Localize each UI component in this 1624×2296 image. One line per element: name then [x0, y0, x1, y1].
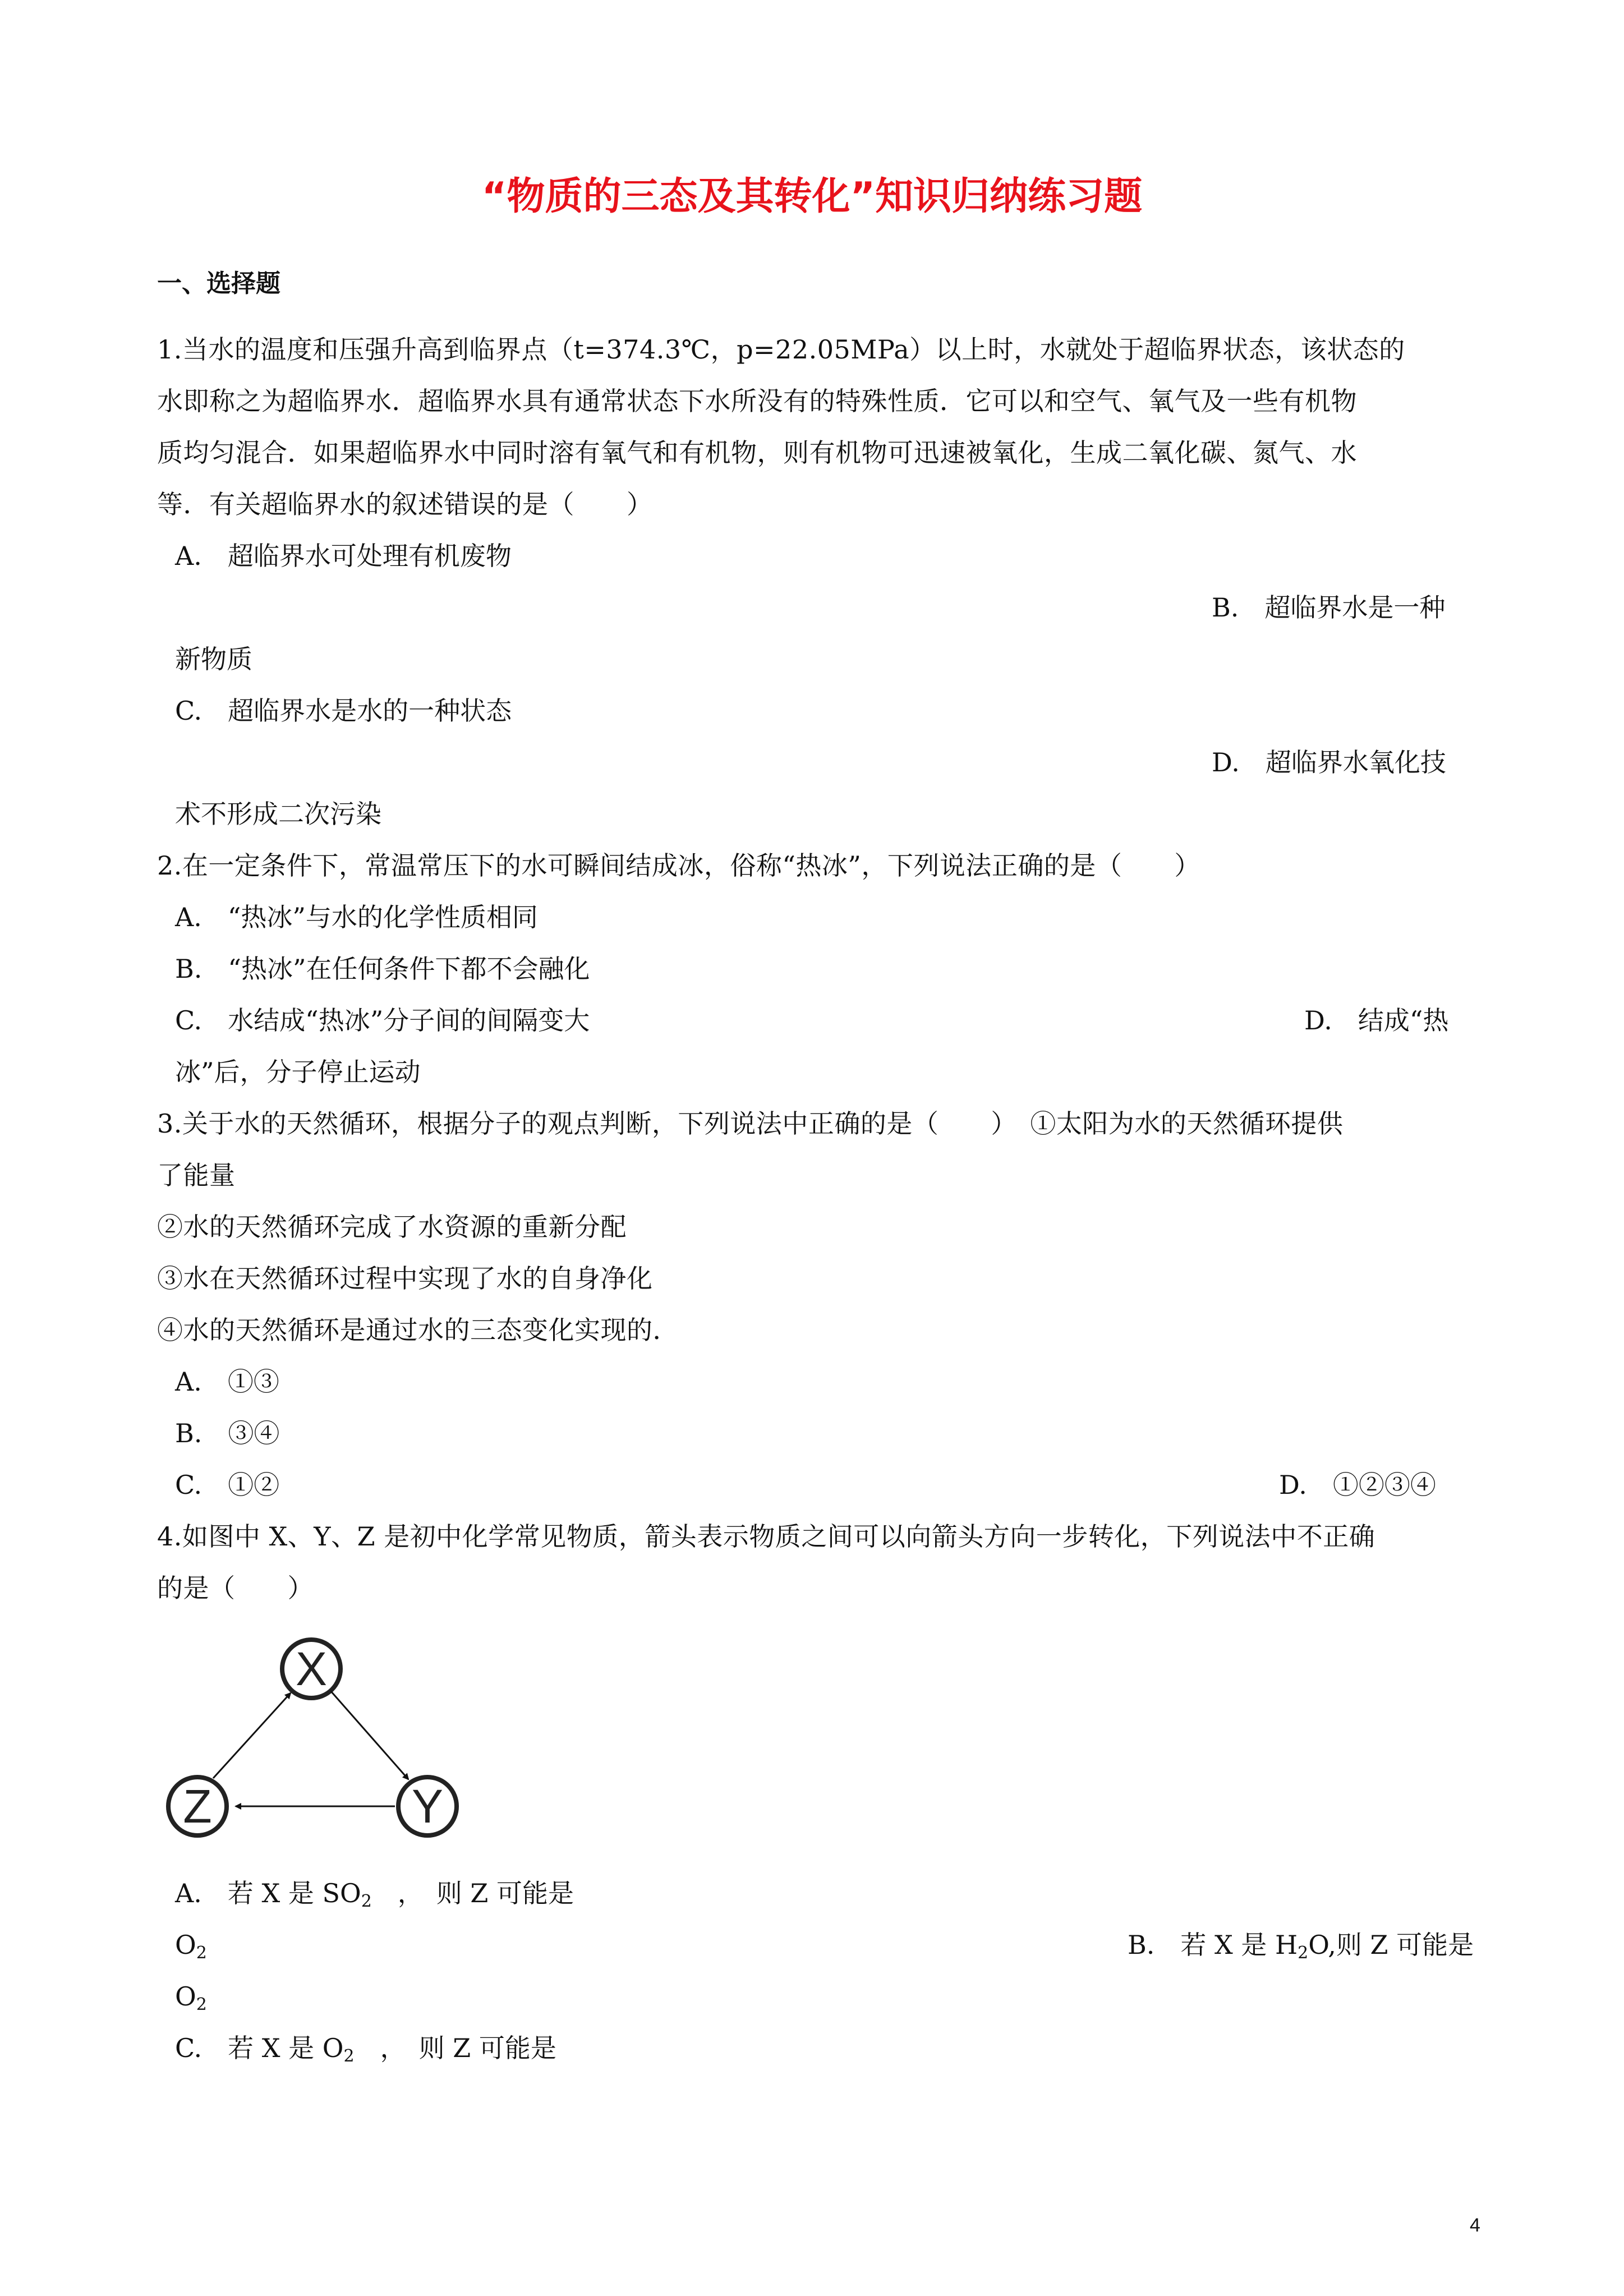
q2-line: 2.在一定条件下，常温常压下的水可瞬间结成冰，俗称“热冰”，下列说法正确的是（ ） [157, 850, 1200, 881]
q1-line-2: 水即称之为超临界水．超临界水具有通常状态下水所没有的特殊性质．它可以和空气、氧气及一些有机物 [157, 386, 1357, 416]
q4-line-1: 4.如图中 X、Y、Z 是初中化学常见物质，箭头表示物质之间可以向箭头方向一步转化，下列说法中不正确 [157, 1521, 1375, 1552]
q1-option-b: B. 超临界水是一种 [1212, 592, 1446, 623]
node-z-label: Z [183, 1780, 212, 1833]
q1-line-4: 等．有关超临界水的叙述错误的是（ ） [157, 489, 653, 519]
q3-option-d: D. ①②③④ [1279, 1470, 1436, 1500]
arrow-x-to-y [331, 1691, 408, 1779]
q1-option-a: A. 超临界水可处理有机废物 [175, 541, 512, 571]
q3-option-a: A. ①③ [175, 1366, 279, 1397]
q3-statement-3: ③水在天然循环过程中实现了水的自身净化 [157, 1263, 653, 1294]
node-y-label: Y [411, 1780, 444, 1833]
q1-option-d: D. 超临界水氧化技 [1212, 747, 1446, 777]
q1-option-b-cont: 新物质 [175, 644, 252, 674]
q2-option-b: B. “热冰”在任何条件下都不会融化 [175, 954, 590, 984]
section-heading: 一、选择题 [157, 269, 280, 298]
q1-line-3: 质均匀混合．如果超临界水中同时溶有氧气和有机物，则有机物可迅速被氧化，生成二氧化碳、氮气、水 [157, 438, 1357, 468]
q3-line-1: 3.关于水的天然循环，根据分子的观点判断，下列说法中正确的是（ ） ①太阳为水的天然循环提供 [157, 1108, 1344, 1139]
q2-option-d: D. 结成“热 [1304, 1005, 1449, 1036]
arrow-z-to-x [213, 1693, 291, 1778]
xyz-conversion-diagram [157, 1616, 471, 1857]
q2-option-a: A. “热冰”与水的化学性质相同 [175, 902, 538, 932]
q4-option-a-cont: $O_2$ [175, 1930, 207, 1963]
q2-option-d-cont: 冰”后，分子停止运动 [175, 1057, 421, 1087]
q1-option-d-cont: 术不形成二次污染 [175, 799, 381, 829]
q4-option-b: B. 若 X 是 $H_2O$,则 Z 可能是 [1128, 1930, 1474, 1963]
q3-line-2: 了能量 [157, 1160, 236, 1190]
q3-statement-4: ④水的天然循环是通过水的三态变化实现的． [157, 1315, 679, 1345]
q3-statement-2: ②水的天然循环完成了水资源的重新分配 [157, 1212, 627, 1242]
q3-option-b: B. ③④ [175, 1418, 280, 1448]
q2-option-c: C. 水结成“热冰”分子间的间隔变大 [175, 1005, 590, 1036]
q4-option-a: A. 若 X 是 $SO_2$ ， 则 Z 可能是 [175, 1878, 574, 1911]
page-title: “物质的三态及其转化”知识归纳练习题 [481, 174, 1143, 219]
q4-option-c: C. 若 X 是 $O_2$ ， 则 Z 可能是 [175, 2033, 556, 2066]
q4-option-b-cont: $O_2$ [175, 1981, 207, 2014]
node-x-label: X [295, 1642, 328, 1695]
q1-option-c: C. 超临界水是水的一种状态 [175, 696, 512, 726]
q3-option-c: C. ①② [175, 1470, 280, 1500]
q1-line-1: 1.当水的温度和压强升高到临界点（t=374.3℃，p=22.05MPa）以上时，水就处于超临界状态，该状态的 [157, 334, 1405, 365]
page-number: 4 [1470, 2215, 1480, 2236]
q4-line-2: 的是（ ） [157, 1573, 314, 1603]
